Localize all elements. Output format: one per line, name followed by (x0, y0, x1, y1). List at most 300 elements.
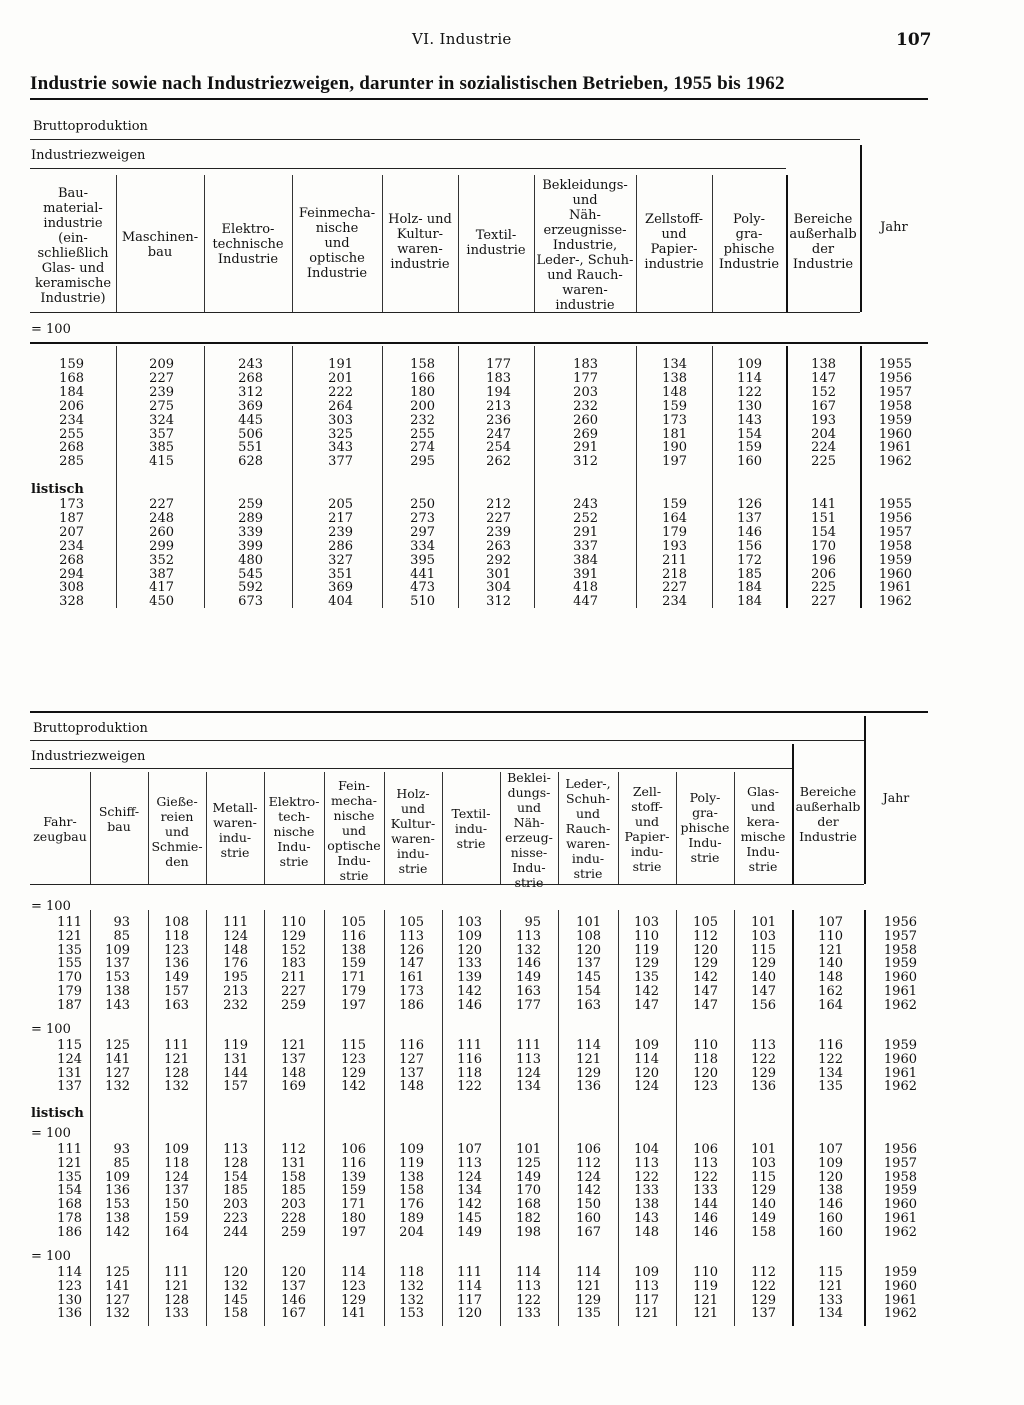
row-value: 112 (751, 1265, 776, 1280)
row-value: 119 (634, 942, 659, 958)
row-value: 121 (576, 1051, 601, 1067)
row-value: 159 (164, 1211, 189, 1226)
col-header: Zell- stoff- und Papier- indu- strie (624, 784, 670, 874)
row-value: 170 (57, 970, 82, 986)
row-value: 217 (328, 510, 353, 526)
row-value: 259 (281, 997, 306, 1013)
row-value: 105 (399, 915, 424, 930)
row-value: 160 (737, 454, 762, 470)
row-value: 93 (113, 915, 130, 930)
row-value: 234 (59, 412, 84, 428)
row-value: 223 (223, 1211, 248, 1226)
col-header: Holz- und Kultur- waren- industrie (388, 212, 452, 272)
row-value: 248 (149, 510, 174, 526)
col-header: Textil- industrie (466, 228, 526, 258)
row-value: 127 (399, 1051, 424, 1067)
row-value: 180 (410, 384, 435, 400)
row-value: 107 (457, 1142, 482, 1157)
row-value: 259 (238, 497, 263, 512)
row-value: 158 (751, 1224, 776, 1240)
row-value: 325 (328, 426, 353, 442)
col-header: Jahr (880, 220, 908, 235)
row-value: 1960 (878, 566, 912, 582)
row-value: 415 (149, 454, 174, 470)
row-value: 116 (457, 1051, 482, 1067)
row-value: 239 (486, 524, 511, 540)
row-value: 154 (223, 1169, 248, 1185)
row-value: 120 (576, 942, 601, 958)
row-value: 132 (399, 1292, 424, 1308)
rule-production (30, 740, 864, 741)
row-value: 153 (105, 1197, 130, 1213)
table-title: Industrie sowie nach Industriezweigen, darunter in sozialistischen Betrieben, 1955 bis 1962 (30, 73, 785, 94)
row-value: 232 (573, 398, 598, 414)
row-value: 118 (164, 928, 189, 944)
col-header: Jahr (882, 790, 910, 805)
row-value: 121 (693, 1306, 718, 1322)
col-header: Metall- waren- indu- strie (212, 800, 258, 860)
row-value: 142 (693, 970, 718, 986)
row-value: 113 (693, 1155, 718, 1171)
row-value: 158 (223, 1306, 248, 1322)
row-value: 128 (164, 1292, 189, 1308)
row-value: 147 (751, 984, 776, 999)
row-value: 159 (662, 497, 687, 512)
row-value: 123 (693, 1079, 718, 1095)
row-value: 113 (634, 1278, 659, 1294)
row-value: 181 (662, 426, 687, 442)
row-value: 154 (57, 1183, 82, 1199)
row-value: 260 (149, 524, 174, 540)
row-value: 121 (576, 1278, 601, 1294)
row-value: 227 (281, 984, 306, 999)
row-value: 262 (486, 454, 511, 470)
row-value: 122 (818, 1051, 843, 1067)
row-value: 118 (693, 1051, 718, 1067)
row-value: 110 (693, 1038, 718, 1053)
row-value: 125 (105, 1038, 130, 1053)
row-value: 1962 (883, 1306, 917, 1322)
label-index-base: = 100 (31, 1249, 71, 1264)
row-value: 130 (57, 1292, 82, 1308)
body-divider (734, 910, 735, 1326)
row-value: 133 (516, 1306, 541, 1322)
row-value: 224 (811, 440, 836, 456)
row-value: 312 (238, 384, 263, 400)
row-value: 204 (399, 1224, 424, 1240)
row-value: 232 (410, 412, 435, 428)
row-value: 133 (634, 1183, 659, 1199)
row-value: 244 (223, 1224, 248, 1240)
row-value: 109 (105, 942, 130, 958)
row-value: 103 (751, 1155, 776, 1171)
row-value: 101 (751, 1142, 776, 1157)
col-header: Fein- mecha- nische und optische Indu- strie (327, 778, 381, 883)
row-value: 1958 (878, 398, 912, 414)
row-value: 108 (164, 915, 189, 930)
row-value: 190 (662, 440, 687, 456)
row-value: 1956 (878, 510, 912, 526)
row-value: 114 (57, 1265, 82, 1280)
col-header: Bereiche außerhalb der Industrie (789, 212, 857, 272)
row-value: 450 (149, 594, 174, 610)
label-index-base: = 100 (31, 1126, 71, 1141)
row-value: 159 (59, 357, 84, 372)
row-value: 1962 (883, 1079, 917, 1095)
row-value: 111 (457, 1038, 482, 1053)
row-value: 377 (328, 454, 353, 470)
row-value: 111 (164, 1038, 189, 1053)
row-value: 177 (486, 357, 511, 372)
row-value: 146 (516, 956, 541, 972)
row-value: 1958 (883, 942, 917, 958)
rule-top (30, 98, 928, 100)
row-value: 159 (341, 956, 366, 972)
label-industriezweigen: Industriezweigen (31, 749, 146, 764)
row-value: 1955 (878, 357, 912, 372)
row-value: 324 (149, 412, 174, 428)
row-value: 117 (457, 1292, 482, 1308)
row-value: 168 (516, 1197, 541, 1213)
row-value: 138 (399, 1169, 424, 1185)
row-value: 294 (59, 566, 84, 582)
row-value: 303 (328, 412, 353, 428)
row-value: 135 (57, 942, 82, 958)
row-value: 225 (811, 454, 836, 470)
row-value: 206 (811, 566, 836, 582)
row-value: 138 (634, 1197, 659, 1213)
row-value: 185 (737, 566, 762, 582)
row-value: 185 (223, 1183, 248, 1199)
row-value: 154 (811, 524, 836, 540)
row-value: 109 (818, 1155, 843, 1171)
row-value: 194 (486, 384, 511, 400)
row-value: 308 (59, 580, 84, 596)
row-value: 149 (751, 1211, 776, 1226)
row-value: 1957 (878, 524, 912, 540)
label-bruttoproduktion: Bruttoproduktion (33, 721, 148, 736)
row-value: 173 (662, 412, 687, 428)
row-value: 203 (281, 1197, 306, 1213)
row-value: 1960 (883, 1197, 917, 1213)
row-value: 166 (410, 370, 435, 386)
row-value: 178 (57, 1211, 82, 1226)
rule-production (30, 139, 860, 140)
row-value: 239 (328, 524, 353, 540)
row-value: 120 (818, 1169, 843, 1185)
row-value: 115 (57, 1038, 82, 1053)
row-value: 177 (516, 997, 541, 1013)
row-value: 137 (164, 1183, 189, 1199)
row-value: 447 (573, 594, 598, 610)
label-index-base: = 100 (31, 899, 71, 914)
body-divider (324, 910, 325, 1326)
row-value: 124 (457, 1169, 482, 1185)
row-value: 142 (576, 1183, 601, 1199)
row-value: 136 (576, 1079, 601, 1095)
row-value: 137 (57, 1079, 82, 1095)
row-value: 297 (410, 524, 435, 540)
label-index-base: = 100 (31, 322, 71, 337)
row-value: 146 (737, 524, 762, 540)
row-value: 167 (281, 1306, 306, 1322)
row-value: 121 (57, 1155, 82, 1171)
row-value: 138 (341, 942, 366, 958)
rule-branches (30, 168, 786, 169)
row-value: 129 (576, 1065, 601, 1081)
row-value: 145 (457, 1211, 482, 1226)
row-value: 301 (486, 566, 511, 582)
row-value: 351 (328, 566, 353, 582)
row-value: 120 (634, 1065, 659, 1081)
row-value: 115 (751, 942, 776, 958)
row-value: 142 (634, 984, 659, 999)
body-divider (792, 910, 794, 1326)
row-value: 112 (281, 1142, 306, 1157)
body-divider (534, 346, 535, 608)
row-value: 418 (573, 580, 598, 596)
row-value: 1961 (883, 1292, 917, 1308)
row-value: 142 (341, 1079, 366, 1095)
row-value: 123 (341, 1051, 366, 1067)
row-value: 289 (238, 510, 263, 526)
row-value: 264 (328, 398, 353, 414)
row-value: 110 (281, 915, 306, 930)
row-value: 510 (410, 594, 435, 610)
row-value: 123 (57, 1278, 82, 1294)
row-value: 85 (113, 1155, 130, 1171)
row-value: 157 (223, 1079, 248, 1095)
row-value: 142 (457, 1197, 482, 1213)
row-value: 113 (457, 1155, 482, 1171)
col-header: Schiff- bau (98, 804, 140, 834)
row-value: 1957 (883, 1155, 917, 1171)
row-value: 236 (486, 412, 511, 428)
row-value: 132 (223, 1278, 248, 1294)
row-value: 109 (634, 1038, 659, 1053)
row-value: 129 (341, 1065, 366, 1081)
row-value: 225 (811, 580, 836, 596)
row-value: 148 (399, 1079, 424, 1095)
row-value: 592 (238, 580, 263, 596)
row-value: 136 (105, 1183, 130, 1199)
row-value: 445 (238, 412, 263, 428)
row-value: 187 (59, 510, 84, 526)
row-value: 1959 (883, 1183, 917, 1199)
row-value: 109 (105, 1169, 130, 1185)
row-value: 152 (811, 384, 836, 400)
row-value: 132 (105, 1306, 130, 1322)
row-value: 143 (737, 412, 762, 428)
row-value: 273 (410, 510, 435, 526)
row-value: 107 (818, 1142, 843, 1157)
row-value: 506 (238, 426, 263, 442)
body-divider (860, 346, 862, 608)
row-value: 285 (59, 454, 84, 470)
row-value: 129 (341, 1292, 366, 1308)
row-value: 291 (573, 440, 598, 456)
row-value: 399 (238, 538, 263, 554)
row-value: 196 (811, 552, 836, 568)
row-value: 473 (410, 580, 435, 596)
row-value: 134 (457, 1183, 482, 1199)
row-value: 148 (634, 1224, 659, 1240)
row-value: 132 (516, 942, 541, 958)
row-value: 149 (457, 1224, 482, 1240)
row-value: 295 (410, 454, 435, 470)
row-value: 162 (818, 984, 843, 999)
row-value: 159 (341, 1183, 366, 1199)
row-value: 213 (486, 398, 511, 414)
row-value: 227 (662, 580, 687, 596)
row-value: 146 (281, 1292, 306, 1308)
row-value: 122 (751, 1278, 776, 1294)
section-label: listisch (31, 1106, 84, 1121)
row-value: 118 (164, 1155, 189, 1171)
row-value: 132 (105, 1079, 130, 1095)
row-value: 131 (281, 1155, 306, 1171)
row-value: 369 (328, 580, 353, 596)
row-value: 133 (457, 956, 482, 972)
row-value: 173 (399, 984, 424, 999)
row-value: 119 (223, 1038, 248, 1053)
row-value: 141 (811, 497, 836, 512)
row-value: 1960 (878, 426, 912, 442)
row-value: 304 (486, 580, 511, 596)
col-header: Bau- material- industrie (ein- schließlich Glas- und keramische Industrie) (34, 186, 112, 306)
row-value: 129 (751, 956, 776, 972)
row-value: 337 (573, 538, 598, 554)
row-value: 148 (818, 970, 843, 986)
row-value: 136 (164, 956, 189, 972)
row-value: 339 (238, 524, 263, 540)
row-value: 163 (516, 984, 541, 999)
row-value: 141 (341, 1306, 366, 1322)
row-value: 111 (164, 1265, 189, 1280)
row-value: 151 (811, 510, 836, 526)
row-value: 170 (811, 538, 836, 554)
row-value: 139 (341, 1169, 366, 1185)
row-value: 160 (576, 1211, 601, 1226)
row-value: 138 (818, 1183, 843, 1199)
row-value: 120 (457, 942, 482, 958)
row-value: 352 (149, 552, 174, 568)
body-divider (204, 346, 205, 608)
row-value: 274 (410, 440, 435, 456)
row-value: 128 (223, 1155, 248, 1171)
body-divider (558, 910, 559, 1326)
rule-body-top (30, 342, 928, 344)
col-header: Glas- und kera- mische Indu- strie (740, 784, 786, 874)
body-divider (206, 910, 207, 1326)
row-value: 1961 (883, 1065, 917, 1081)
row-value: 1955 (878, 497, 912, 512)
row-value: 138 (105, 984, 130, 999)
row-value: 1961 (883, 1211, 917, 1226)
row-value: 179 (57, 984, 82, 999)
row-value: 395 (410, 552, 435, 568)
row-value: 384 (573, 552, 598, 568)
row-value: 154 (576, 984, 601, 999)
row-value: 163 (164, 997, 189, 1013)
row-value: 1957 (883, 928, 917, 944)
row-value: 234 (59, 538, 84, 554)
row-value: 149 (516, 970, 541, 986)
row-value: 119 (693, 1278, 718, 1294)
row-value: 147 (693, 984, 718, 999)
row-value: 186 (399, 997, 424, 1013)
row-value: 107 (818, 915, 843, 930)
row-value: 154 (737, 426, 762, 442)
row-value: 247 (486, 426, 511, 442)
row-value: 148 (662, 384, 687, 400)
row-value: 121 (281, 1038, 306, 1053)
row-value: 135 (57, 1169, 82, 1185)
row-value: 120 (281, 1265, 306, 1280)
row-value: 1956 (883, 915, 917, 930)
row-value: 156 (751, 997, 776, 1013)
row-value: 109 (164, 1142, 189, 1157)
row-value: 1962 (878, 454, 912, 470)
row-value: 1959 (883, 1038, 917, 1053)
row-value: 673 (238, 594, 263, 610)
row-value: 164 (662, 510, 687, 526)
col-header: Feinmecha- nische und optische Industrie (298, 206, 376, 281)
row-value: 126 (737, 497, 762, 512)
row-value: 113 (223, 1142, 248, 1157)
row-value: 131 (223, 1051, 248, 1067)
row-value: 158 (399, 1183, 424, 1199)
rule-head-bottom (30, 884, 864, 885)
row-value: 239 (149, 384, 174, 400)
row-value: 1960 (883, 970, 917, 986)
row-value: 101 (576, 915, 601, 930)
row-value: 206 (59, 398, 84, 414)
row-value: 263 (486, 538, 511, 554)
label-bruttoproduktion: Bruttoproduktion (33, 119, 148, 134)
row-value: 124 (57, 1051, 82, 1067)
row-value: 112 (693, 928, 718, 944)
row-value: 227 (811, 594, 836, 610)
row-value: 101 (516, 1142, 541, 1157)
col-header: Textil- indu- strie (451, 806, 491, 851)
row-value: 158 (281, 1169, 306, 1185)
row-value: 160 (818, 1224, 843, 1240)
row-value: 142 (105, 1224, 130, 1240)
row-value: 153 (105, 970, 130, 986)
rule-top (30, 711, 928, 713)
row-value: 1959 (883, 956, 917, 972)
row-value: 207 (59, 524, 84, 540)
col-header: Fahr- zeugbau (33, 814, 87, 844)
row-value: 137 (576, 956, 601, 972)
row-value: 150 (576, 1197, 601, 1213)
row-value: 1959 (878, 412, 912, 428)
row-value: 93 (113, 1142, 130, 1157)
row-value: 164 (818, 997, 843, 1013)
row-value: 114 (457, 1278, 482, 1294)
row-value: 130 (737, 398, 762, 414)
row-value: 152 (281, 942, 306, 958)
row-value: 113 (516, 1051, 541, 1067)
row-value: 109 (634, 1265, 659, 1280)
row-value: 121 (57, 928, 82, 944)
body-divider (382, 346, 383, 608)
row-value: 250 (410, 497, 435, 512)
row-value: 327 (328, 552, 353, 568)
row-value: 146 (457, 997, 482, 1013)
row-value: 187 (57, 997, 82, 1013)
